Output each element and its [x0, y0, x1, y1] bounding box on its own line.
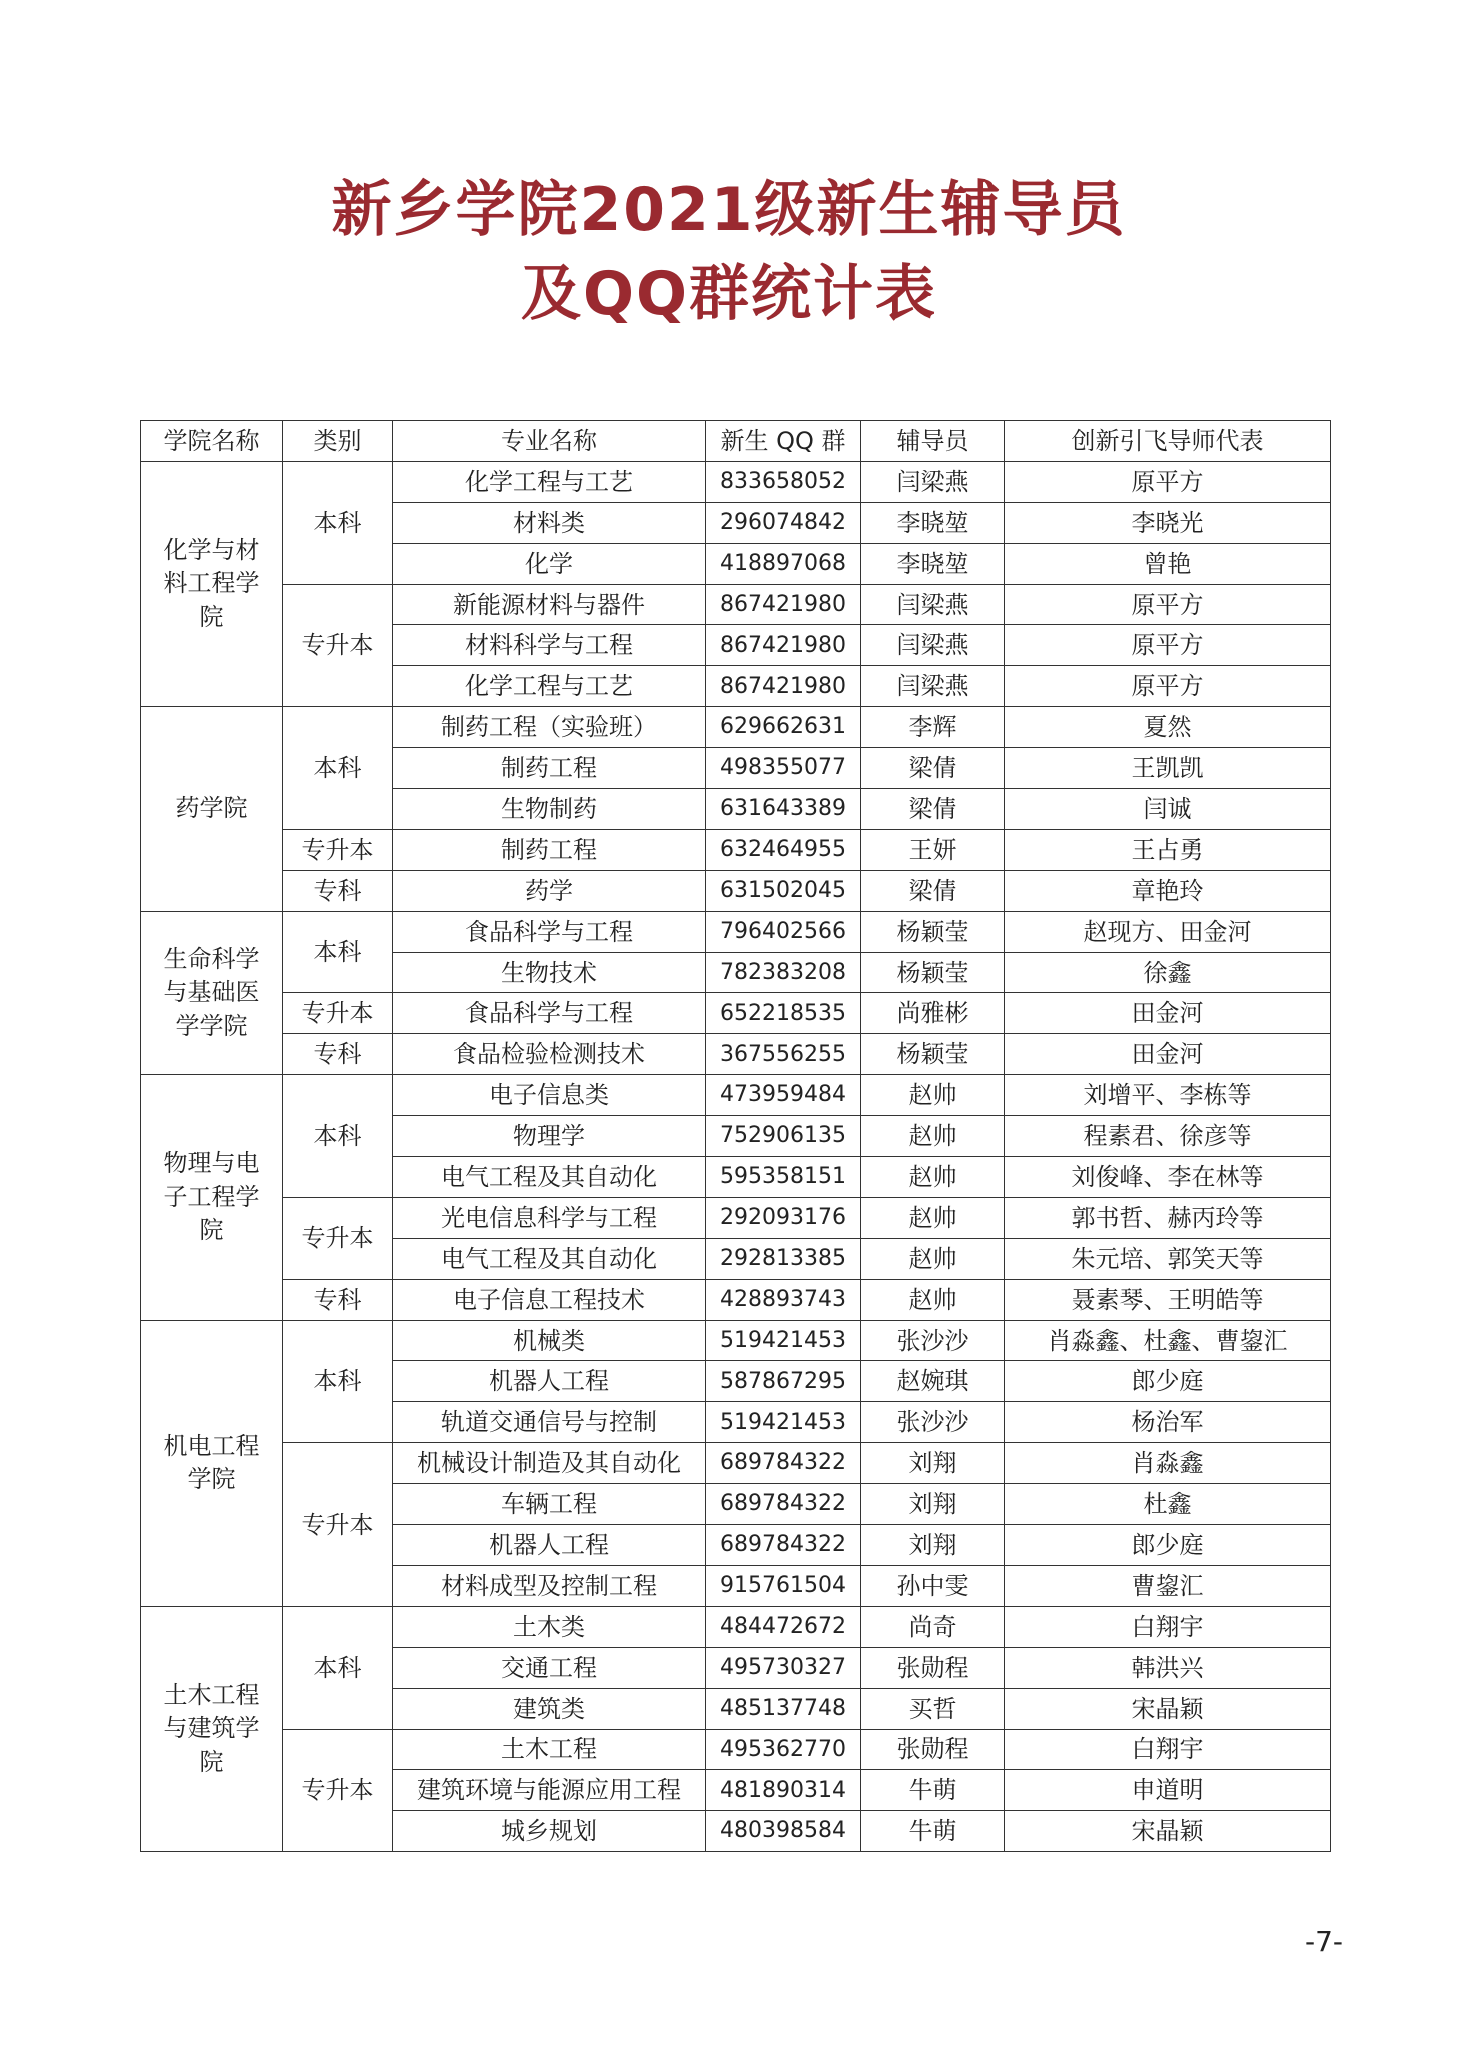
mentor-cell: 杨治军: [1005, 1402, 1331, 1443]
mentor-cell: 原平方: [1005, 666, 1331, 707]
qq-group-cell: 296074842: [706, 502, 861, 543]
counselor-cell: 闫梁燕: [861, 666, 1005, 707]
mentor-cell: 程素君、徐彦等: [1005, 1116, 1331, 1157]
college-name-cell: 机电工程学院: [141, 1320, 283, 1606]
category-cell: 专升本: [283, 1197, 393, 1279]
page-title-line1: 新乡学院2021级新生辅导员: [331, 175, 1127, 245]
counselor-cell: 张沙沙: [861, 1402, 1005, 1443]
qq-group-cell: 519421453: [706, 1320, 861, 1361]
table-row: [141, 584, 1331, 625]
mentor-cell: 杜鑫: [1005, 1484, 1331, 1525]
category-cell: 专升本: [283, 1729, 393, 1852]
major-cell: 制药工程（实验班）: [393, 707, 706, 748]
counselor-cell: 赵帅: [861, 1197, 1005, 1238]
qq-group-cell: 418897068: [706, 543, 861, 584]
table-row: [141, 993, 1331, 1034]
major-cell: 电气工程及其自动化: [393, 1157, 706, 1198]
category-cell: 专升本: [283, 1443, 393, 1607]
major-cell: 土木工程: [393, 1729, 706, 1770]
table-row: [141, 1075, 1331, 1116]
major-cell: 物理学: [393, 1116, 706, 1157]
table-row: [141, 870, 1331, 911]
qq-group-cell: 796402566: [706, 911, 861, 952]
major-cell: 化学: [393, 543, 706, 584]
major-cell: 生物制药: [393, 789, 706, 830]
header-counselor: 辅导员: [861, 421, 1005, 462]
mentor-cell: 章艳玲: [1005, 870, 1331, 911]
qq-group-cell: 428893743: [706, 1279, 861, 1320]
qq-group-cell: 833658052: [706, 461, 861, 502]
qq-group-cell: 629662631: [706, 707, 861, 748]
header-category: 类别: [283, 421, 393, 462]
counselor-cell: 赵帅: [861, 1238, 1005, 1279]
major-cell: 药学: [393, 870, 706, 911]
counselor-cell: 孙中雯: [861, 1565, 1005, 1606]
major-cell: 材料科学与工程: [393, 625, 706, 666]
major-cell: 化学工程与工艺: [393, 461, 706, 502]
header-qq: 新生 QQ 群: [706, 421, 861, 462]
mentor-cell: 徐鑫: [1005, 952, 1331, 993]
mentor-cell: 闫诚: [1005, 789, 1331, 830]
qq-group-cell: 473959484: [706, 1075, 861, 1116]
college-name-cell: 生命科学与基础医学学院: [141, 911, 283, 1075]
counselor-cell: 杨颖莹: [861, 1034, 1005, 1075]
counselor-cell: 李晓堃: [861, 502, 1005, 543]
mentor-cell: 郭书哲、赫丙玲等: [1005, 1197, 1331, 1238]
counselor-cell: 尚雅彬: [861, 993, 1005, 1034]
mentor-cell: 王占勇: [1005, 829, 1331, 870]
counselor-cell: 赵帅: [861, 1075, 1005, 1116]
mentor-cell: 郎少庭: [1005, 1361, 1331, 1402]
qq-group-cell: 689784322: [706, 1484, 861, 1525]
qq-group-cell: 631502045: [706, 870, 861, 911]
qq-group-cell: 480398584: [706, 1811, 861, 1852]
mentor-cell: 田金河: [1005, 993, 1331, 1034]
mentor-cell: 田金河: [1005, 1034, 1331, 1075]
mentor-cell: 白翔宇: [1005, 1606, 1331, 1647]
header-major: 专业名称: [393, 421, 706, 462]
mentor-cell: 王凯凯: [1005, 748, 1331, 789]
mentor-cell: 申道明: [1005, 1770, 1331, 1811]
major-cell: 建筑类: [393, 1688, 706, 1729]
header-college: 学院名称: [141, 421, 283, 462]
counselor-cell: 赵帅: [861, 1116, 1005, 1157]
counselor-cell: 张沙沙: [861, 1320, 1005, 1361]
qq-group-cell: 632464955: [706, 829, 861, 870]
major-cell: 新能源材料与器件: [393, 584, 706, 625]
counselor-cell: 买哲: [861, 1688, 1005, 1729]
counselor-cell: 牛萌: [861, 1811, 1005, 1852]
category-cell: 本科: [283, 1606, 393, 1729]
qq-group-cell: 867421980: [706, 625, 861, 666]
major-cell: 交通工程: [393, 1647, 706, 1688]
major-cell: 光电信息科学与工程: [393, 1197, 706, 1238]
page-number: -7-: [1304, 1925, 1343, 1958]
counselor-cell: 闫梁燕: [861, 461, 1005, 502]
table-row: [141, 1279, 1331, 1320]
mentor-cell: 刘俊峰、李在林等: [1005, 1157, 1331, 1198]
counselor-cell: 刘翔: [861, 1443, 1005, 1484]
major-cell: 机械类: [393, 1320, 706, 1361]
major-cell: 食品检验检测技术: [393, 1034, 706, 1075]
major-cell: 电气工程及其自动化: [393, 1238, 706, 1279]
table-row: [141, 1443, 1331, 1484]
page-title-line2: 及QQ群统计表: [520, 259, 937, 329]
category-cell: 专升本: [283, 829, 393, 870]
qq-group-cell: 867421980: [706, 666, 861, 707]
mentor-cell: 聂素琴、王明皓等: [1005, 1279, 1331, 1320]
qq-group-cell: 481890314: [706, 1770, 861, 1811]
table-row: [141, 1320, 1331, 1361]
table-row: [141, 1606, 1331, 1647]
major-cell: 材料成型及控制工程: [393, 1565, 706, 1606]
counselor-cell: 梁倩: [861, 870, 1005, 911]
major-cell: 轨道交通信号与控制: [393, 1402, 706, 1443]
counselor-cell: 赵帅: [861, 1279, 1005, 1320]
mentor-cell: 宋晶颖: [1005, 1688, 1331, 1729]
major-cell: 生物技术: [393, 952, 706, 993]
major-cell: 建筑环境与能源应用工程: [393, 1770, 706, 1811]
counselor-cell: 尚奇: [861, 1606, 1005, 1647]
qq-group-cell: 485137748: [706, 1688, 861, 1729]
major-cell: 食品科学与工程: [393, 911, 706, 952]
category-cell: 专科: [283, 1279, 393, 1320]
counselor-cell: 牛萌: [861, 1770, 1005, 1811]
counselor-table: [140, 420, 1331, 1852]
table-header-row: [141, 421, 1331, 462]
qq-group-cell: 782383208: [706, 952, 861, 993]
qq-group-cell: 484472672: [706, 1606, 861, 1647]
category-cell: 专科: [283, 1034, 393, 1075]
counselor-cell: 梁倩: [861, 748, 1005, 789]
college-name-cell: 土木工程与建筑学院: [141, 1606, 283, 1851]
qq-group-cell: 495730327: [706, 1647, 861, 1688]
qq-group-cell: 652218535: [706, 993, 861, 1034]
counselor-cell: 杨颖莹: [861, 911, 1005, 952]
counselor-cell: 刘翔: [861, 1525, 1005, 1566]
college-name-cell: 化学与材料工程学院: [141, 461, 283, 706]
qq-group-cell: 495362770: [706, 1729, 861, 1770]
table-row: [141, 1197, 1331, 1238]
qq-group-cell: 292093176: [706, 1197, 861, 1238]
mentor-cell: 曾艳: [1005, 543, 1331, 584]
qq-group-cell: 519421453: [706, 1402, 861, 1443]
college-name-cell: 物理与电子工程学院: [141, 1075, 283, 1320]
mentor-cell: 朱元培、郭笑天等: [1005, 1238, 1331, 1279]
qq-group-cell: 587867295: [706, 1361, 861, 1402]
qq-group-cell: 752906135: [706, 1116, 861, 1157]
counselor-cell: 闫梁燕: [861, 584, 1005, 625]
major-cell: 机器人工程: [393, 1361, 706, 1402]
qq-group-cell: 915761504: [706, 1565, 861, 1606]
major-cell: 材料类: [393, 502, 706, 543]
qq-group-cell: 631643389: [706, 789, 861, 830]
counselor-cell: 张勋程: [861, 1647, 1005, 1688]
counselor-cell: 闫梁燕: [861, 625, 1005, 666]
major-cell: 土木类: [393, 1606, 706, 1647]
major-cell: 电子信息类: [393, 1075, 706, 1116]
table-row: [141, 829, 1331, 870]
major-cell: 食品科学与工程: [393, 993, 706, 1034]
counselor-cell: 王妍: [861, 829, 1005, 870]
mentor-cell: 肖淼鑫: [1005, 1443, 1331, 1484]
mentor-cell: 原平方: [1005, 584, 1331, 625]
mentor-cell: 白翔宇: [1005, 1729, 1331, 1770]
major-cell: 机械设计制造及其自动化: [393, 1443, 706, 1484]
qq-group-cell: 595358151: [706, 1157, 861, 1198]
mentor-cell: 韩洪兴: [1005, 1647, 1331, 1688]
mentor-cell: 刘增平、李栋等: [1005, 1075, 1331, 1116]
table-row: [141, 707, 1331, 748]
mentor-cell: 肖淼鑫、杜鑫、曹鋆汇: [1005, 1320, 1331, 1361]
table-body: [141, 461, 1331, 1851]
qq-group-cell: 498355077: [706, 748, 861, 789]
category-cell: 本科: [283, 1320, 393, 1443]
mentor-cell: 夏然: [1005, 707, 1331, 748]
major-cell: 制药工程: [393, 829, 706, 870]
mentor-cell: 宋晶颖: [1005, 1811, 1331, 1852]
category-cell: 专升本: [283, 993, 393, 1034]
qq-group-cell: 689784322: [706, 1525, 861, 1566]
major-cell: 机器人工程: [393, 1525, 706, 1566]
counselor-cell: 赵帅: [861, 1157, 1005, 1198]
counselor-cell: 刘翔: [861, 1484, 1005, 1525]
major-cell: 化学工程与工艺: [393, 666, 706, 707]
counselor-cell: 杨颖莹: [861, 952, 1005, 993]
counselor-cell: 赵婉琪: [861, 1361, 1005, 1402]
major-cell: 车辆工程: [393, 1484, 706, 1525]
category-cell: 本科: [283, 461, 393, 584]
counselor-cell: 张勋程: [861, 1729, 1005, 1770]
counselor-cell: 李晓堃: [861, 543, 1005, 584]
category-cell: 本科: [283, 1075, 393, 1198]
category-cell: 本科: [283, 911, 393, 993]
major-cell: 电子信息工程技术: [393, 1279, 706, 1320]
category-cell: 本科: [283, 707, 393, 830]
qq-group-cell: 367556255: [706, 1034, 861, 1075]
table-row: [141, 1729, 1331, 1770]
college-name-cell: 药学院: [141, 707, 283, 911]
major-cell: 制药工程: [393, 748, 706, 789]
table-row: [141, 461, 1331, 502]
table-row: [141, 911, 1331, 952]
qq-group-cell: 867421980: [706, 584, 861, 625]
qq-group-cell: 689784322: [706, 1443, 861, 1484]
table-row: [141, 1034, 1331, 1075]
category-cell: 专升本: [283, 584, 393, 707]
counselor-cell: 李辉: [861, 707, 1005, 748]
mentor-cell: 李晓光: [1005, 502, 1331, 543]
mentor-cell: 郎少庭: [1005, 1525, 1331, 1566]
mentor-cell: 原平方: [1005, 625, 1331, 666]
category-cell: 专科: [283, 870, 393, 911]
header-mentor: 创新引飞导师代表: [1005, 421, 1331, 462]
mentor-cell: 原平方: [1005, 461, 1331, 502]
counselor-cell: 梁倩: [861, 789, 1005, 830]
qq-group-cell: 292813385: [706, 1238, 861, 1279]
mentor-cell: 赵现方、田金河: [1005, 911, 1331, 952]
mentor-cell: 曹鋆汇: [1005, 1565, 1331, 1606]
major-cell: 城乡规划: [393, 1811, 706, 1852]
